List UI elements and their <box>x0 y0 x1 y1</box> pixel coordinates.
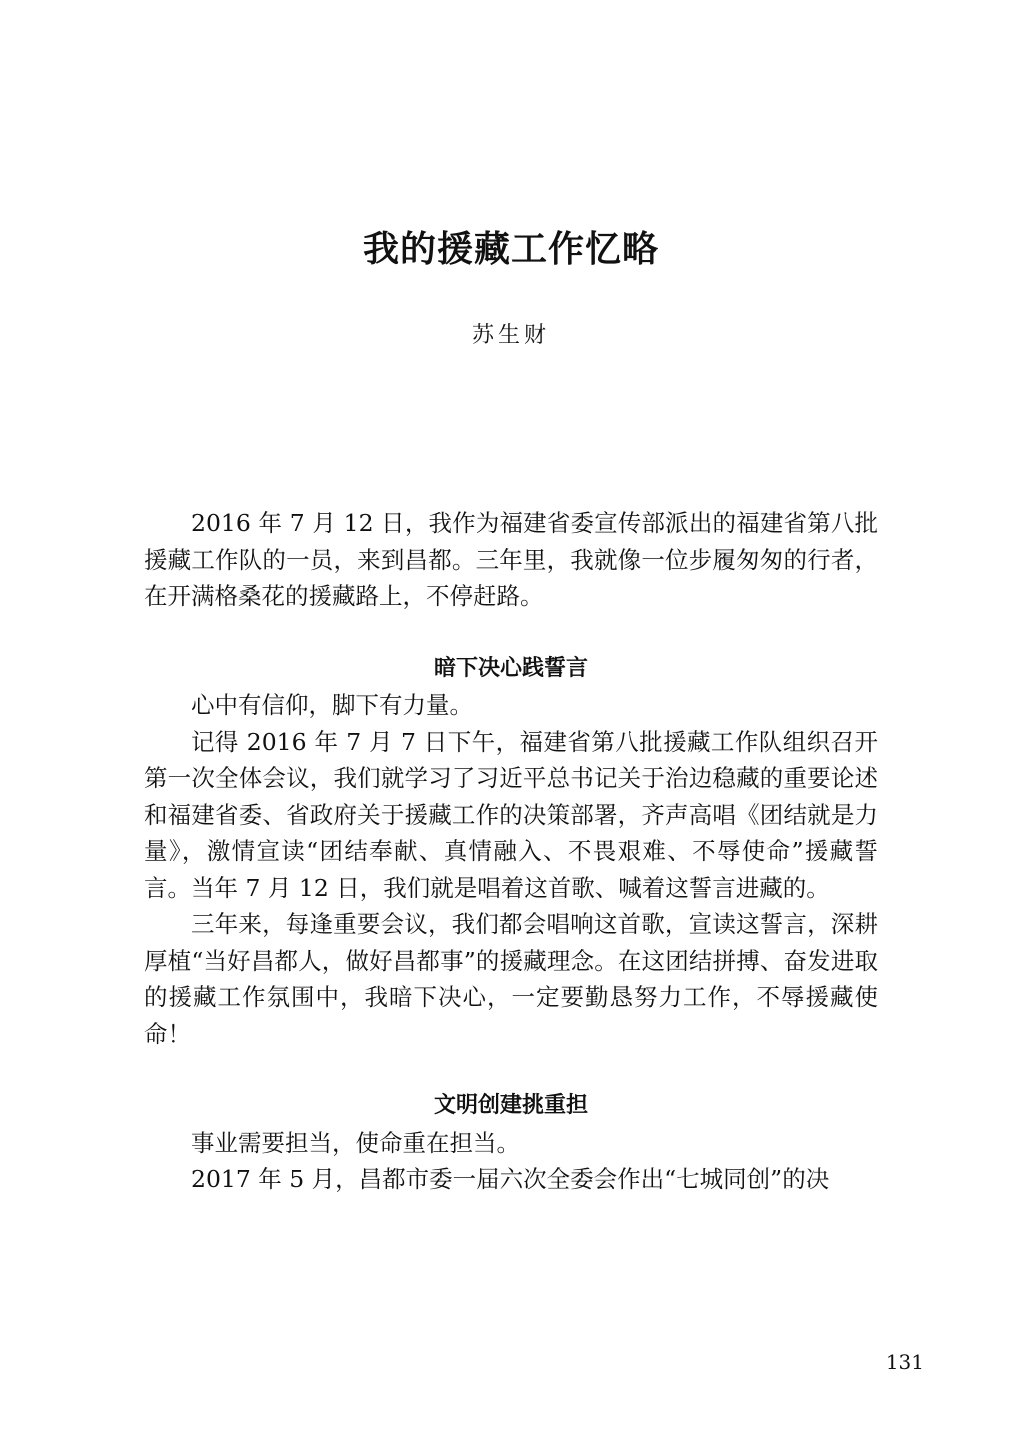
body-paragraph: 2017 年 5 月，昌都市委一届六次全委会作出“七城同创”的决 <box>191 1165 830 1193</box>
article-author: 苏生财 <box>471 323 550 348</box>
article-body <box>144 505 878 1198</box>
spacer <box>144 615 878 651</box>
body-paragraph: 心中有信仰，脚下有力量。 <box>191 691 473 719</box>
body-paragraph: 三年来，每逢重要会议，我们都会唱响这首歌，宣读这誓言，深耕厚植“当好昌都人，做好昌都事”的援藏理念。在这团结拼搏、奋发进取的援藏工作氛围中，我暗下决心，一定要勤恳努力工作，不辱援藏使命！ <box>144 910 878 1048</box>
article-title: 我的援藏工作忆略 <box>362 229 659 270</box>
intro-paragraph: 2016 年 7 月 12 日，我作为福建省委宣传部派出的福建省第八批援藏工作队的一员，来到昌都。三年里，我就像一位步履匆匆的行者，在开满格桑花的援藏路上，不停赶路。 <box>144 509 878 610</box>
page-number: 131 <box>885 1350 924 1374</box>
section-heading: 文明创建挑重担 <box>433 1093 588 1118</box>
body-paragraph: 事业需要担当，使命重在担当。 <box>191 1128 520 1157</box>
spacer <box>144 1052 878 1088</box>
body-paragraph: 记得 2016 年 7 月 7 日下午，福建省第八批援藏工作队组织召开第一次全体会议，我们就学习了习近平总书记关于治边稳藏的重要论述和福建省委、省政府关于援藏工作的决策部署，齐声高唱《团结就是力量》，激情宣读“团结奉献、真情融入、不畏艰难、不辱使命”援藏誓言。当年 7 月 12 日，我们就是唱着这首歌、喊着这誓言进藏的。 <box>144 727 878 902</box>
section-heading: 暗下决心践誓言 <box>433 655 588 681</box>
